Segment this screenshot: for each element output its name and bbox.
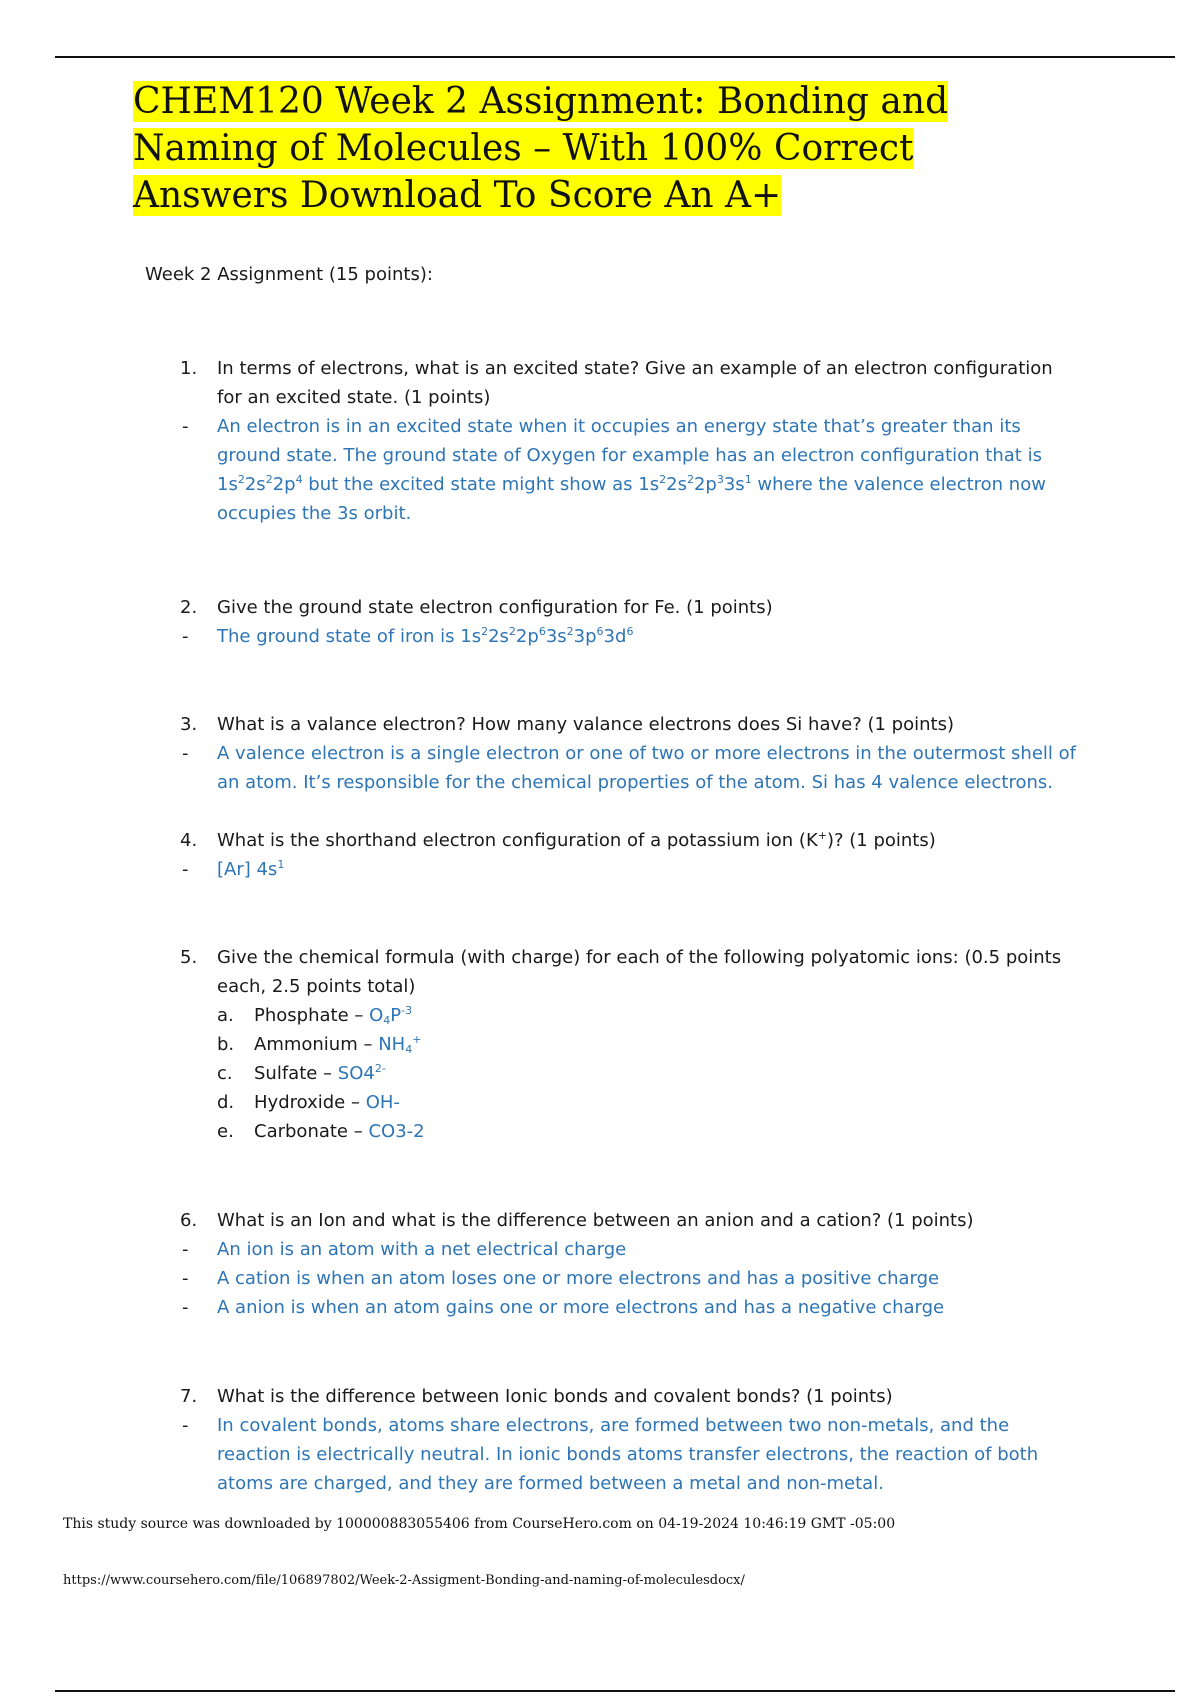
bottom-rule: [55, 1690, 1175, 1692]
bullet-dash: -: [182, 1268, 189, 1289]
question-number: 1.: [180, 358, 198, 379]
question-text: What is the shorthand electron configuration of a potassium ion (K+)? (1 points): [217, 829, 936, 851]
answer-text: [Ar] $4s^1$: [217, 858, 285, 880]
question-text: What is an Ion and what is the difference between an anion and a cation? (1 points): [217, 1210, 974, 1231]
answer-text: A cation is when an atom loses one or more electrons and has a positive charge: [217, 1268, 940, 1289]
bullet-dash: -: [182, 416, 189, 437]
answer-item: [180, 855, 1080, 884]
answer-item: [180, 1293, 1080, 1322]
answer-item: [180, 1264, 1080, 1293]
answer-item: [180, 1235, 1080, 1264]
answer-item: [180, 1411, 1080, 1498]
question-4: [180, 826, 1080, 884]
answer-item: [180, 622, 1080, 651]
question-number: 4.: [180, 830, 198, 851]
question-3: [180, 710, 1080, 797]
bullet-dash: -: [182, 1415, 189, 1436]
document-title: CHEM120 Week 2 Assignment: Bonding and Naming of Molecules – With 100% Correct Answers Download To Score An A+: [133, 81, 949, 216]
question-5: [180, 943, 1080, 1146]
bullet-dash: -: [182, 1239, 189, 1260]
question-6: [180, 1206, 1080, 1322]
list-item: c. Sulfate – $SO4^{2-}$: [217, 1062, 386, 1084]
answer-text: In covalent bonds, atoms share electrons, are formed between two non-metals, and the reaction is electrically neutral. In ionic bonds atoms transfer electrons, the reaction of both atoms are charged, and they are formed between a metal and non-metal.: [217, 1415, 1039, 1494]
list-item: e. Carbonate – CO3-2: [217, 1121, 425, 1142]
question-number: 5.: [180, 947, 198, 968]
question-text: Give the ground state electron configuration for Fe. (1 points): [217, 597, 773, 618]
answer-text: A valence electron is a single electron or one of two or more electrons in the outermost shell of an atom. It’s responsible for the chemical properties of the atom. Si has 4 valence electrons.: [217, 743, 1076, 793]
answer-text: A anion is when an atom gains one or more electrons and has a negative charge: [217, 1297, 945, 1318]
assignment-subtitle: Week 2 Assignment (15 points):: [145, 264, 433, 285]
question-text: In terms of electrons, what is an excited state? Give an example of an electron configuration for an excited state. (1 points): [217, 358, 1053, 408]
question-number: 3.: [180, 714, 198, 735]
question-text: What is the difference between Ionic bonds and covalent bonds? (1 points): [217, 1386, 893, 1407]
answer-item: [180, 412, 1080, 528]
question-text: What is a valance electron? How many valance electrons does Si have? (1 points): [217, 714, 954, 735]
bullet-dash: -: [182, 1297, 189, 1318]
question-2: [180, 593, 1080, 651]
bullet-dash: -: [182, 626, 189, 647]
question-7: [180, 1382, 1080, 1498]
answer-text: The ground state of iron is $1s^22s^22p^63s^23p^63d^6$: [217, 625, 634, 647]
top-rule: [55, 56, 1175, 58]
bullet-dash: -: [182, 743, 189, 764]
question-1: [180, 354, 1080, 528]
answer-item: [180, 739, 1080, 797]
answer-text: An electron is in an excited state when it occupies an energy state that’s greater than its ground state. The ground state of Oxygen for example has an electron configuration that is $1s^22s^22p^4$ but the excited state might show as $1s^22s^22p^33s^1$ where the valence electron now occupies the 3s orbit.: [217, 416, 1046, 524]
question-text: Give the chemical formula (with charge) for each of the following polyatomic ions: (0.5 points each, 2.5 points total): [217, 947, 1062, 997]
question-number: 6.: [180, 1210, 198, 1231]
download-source-note: This study source was downloaded by 100000883055406 from CourseHero.com on 04-19-2024 10:46:19 GMT -05:00: [63, 1516, 896, 1532]
bullet-dash: -: [182, 859, 189, 880]
list-item: b. Ammonium – $NH_4^+$: [217, 1033, 422, 1056]
source-url[interactable]: https://www.coursehero.com/file/106897802/Week-2-Assigment-Bonding-and-naming-of-moleculesdocx/: [63, 1573, 745, 1588]
list-item: d. Hydroxide – OH-: [217, 1092, 400, 1113]
answer-text: An ion is an atom with a net electrical charge: [217, 1239, 627, 1260]
list-item: a. Phosphate – $O_4P^{-3}$: [217, 1004, 413, 1027]
question-number: 2.: [180, 597, 198, 618]
question-number: 7.: [180, 1386, 198, 1407]
polyatomic-ion-list: [217, 1001, 1080, 1146]
